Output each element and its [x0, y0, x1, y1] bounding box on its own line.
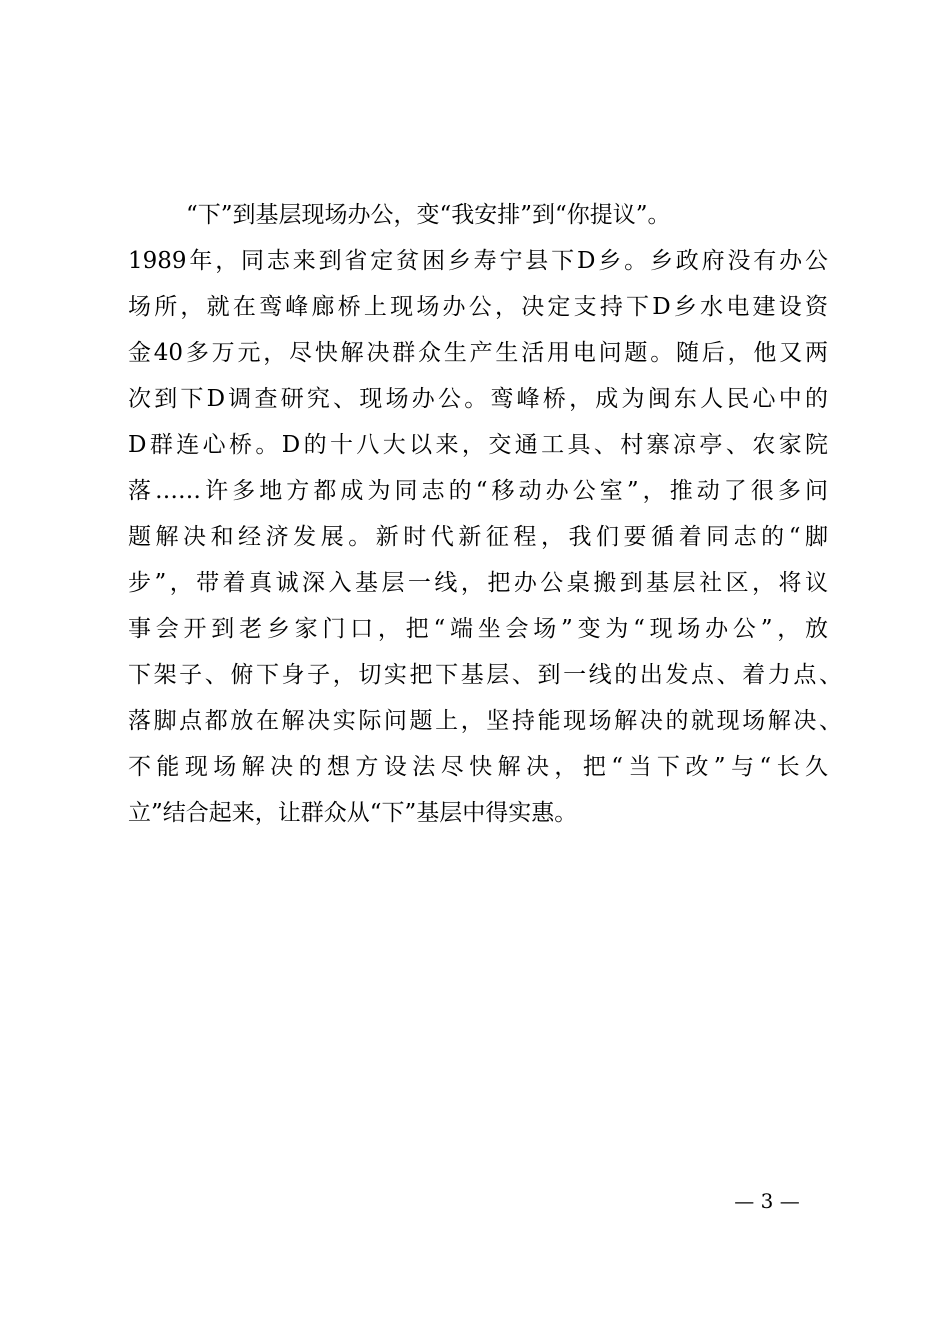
paragraph-line-3: 场所，就在鸾峰廊桥上现场办公，决定支持下D乡水电建设资: [128, 294, 828, 320]
paragraph-line-8: 题解决和经济发展。新时代新征程，我们要循着同志的“脚: [128, 524, 828, 550]
paragraph-line-11: 下架子、俯下身子，切实把下基层、到一线的出发点、着力点、: [128, 662, 842, 688]
paragraph-line-6: D群连心桥。D的十八大以来，交通工具、村寨凉亭、农家院: [128, 432, 828, 458]
paragraph-line-2: 1989年，同志来到省定贫困乡寿宁县下D乡。乡政府没有办公: [128, 248, 828, 274]
paragraph-line-4: 金40多万元，尽快解决群众生产生活用电问题。随后，他又两: [128, 340, 828, 366]
paragraph-line-10: 事会开到老乡家门口，把“端坐会场”变为“现场办公”，放: [128, 616, 828, 642]
paragraph-line-1: “下”到基层现场办公，变“我安排”到“你提议”。: [186, 202, 671, 228]
paragraph-line-12: 落脚点都放在解决实际问题上，坚持能现场解决的就现场解决、: [128, 708, 842, 734]
paragraph-line-14: 立”结合起来，让群众从“下”基层中得实惠。: [128, 800, 578, 826]
paragraph-line-13: 不能现场解决的想方设法尽快解决，把“当下改”与“长久: [128, 754, 828, 780]
paragraph-line-7: 落……许多地方都成为同志的“移动办公室”，推动了很多问: [128, 478, 828, 504]
paragraph-line-5: 次到下D调查研究、现场办公。鸾峰桥，成为闽东人民心中的: [128, 386, 828, 412]
page-number: — 3 —: [734, 1189, 800, 1213]
paragraph-line-9: 步”，带着真诚深入基层一线，把办公桌搬到基层社区，将议: [128, 570, 828, 596]
